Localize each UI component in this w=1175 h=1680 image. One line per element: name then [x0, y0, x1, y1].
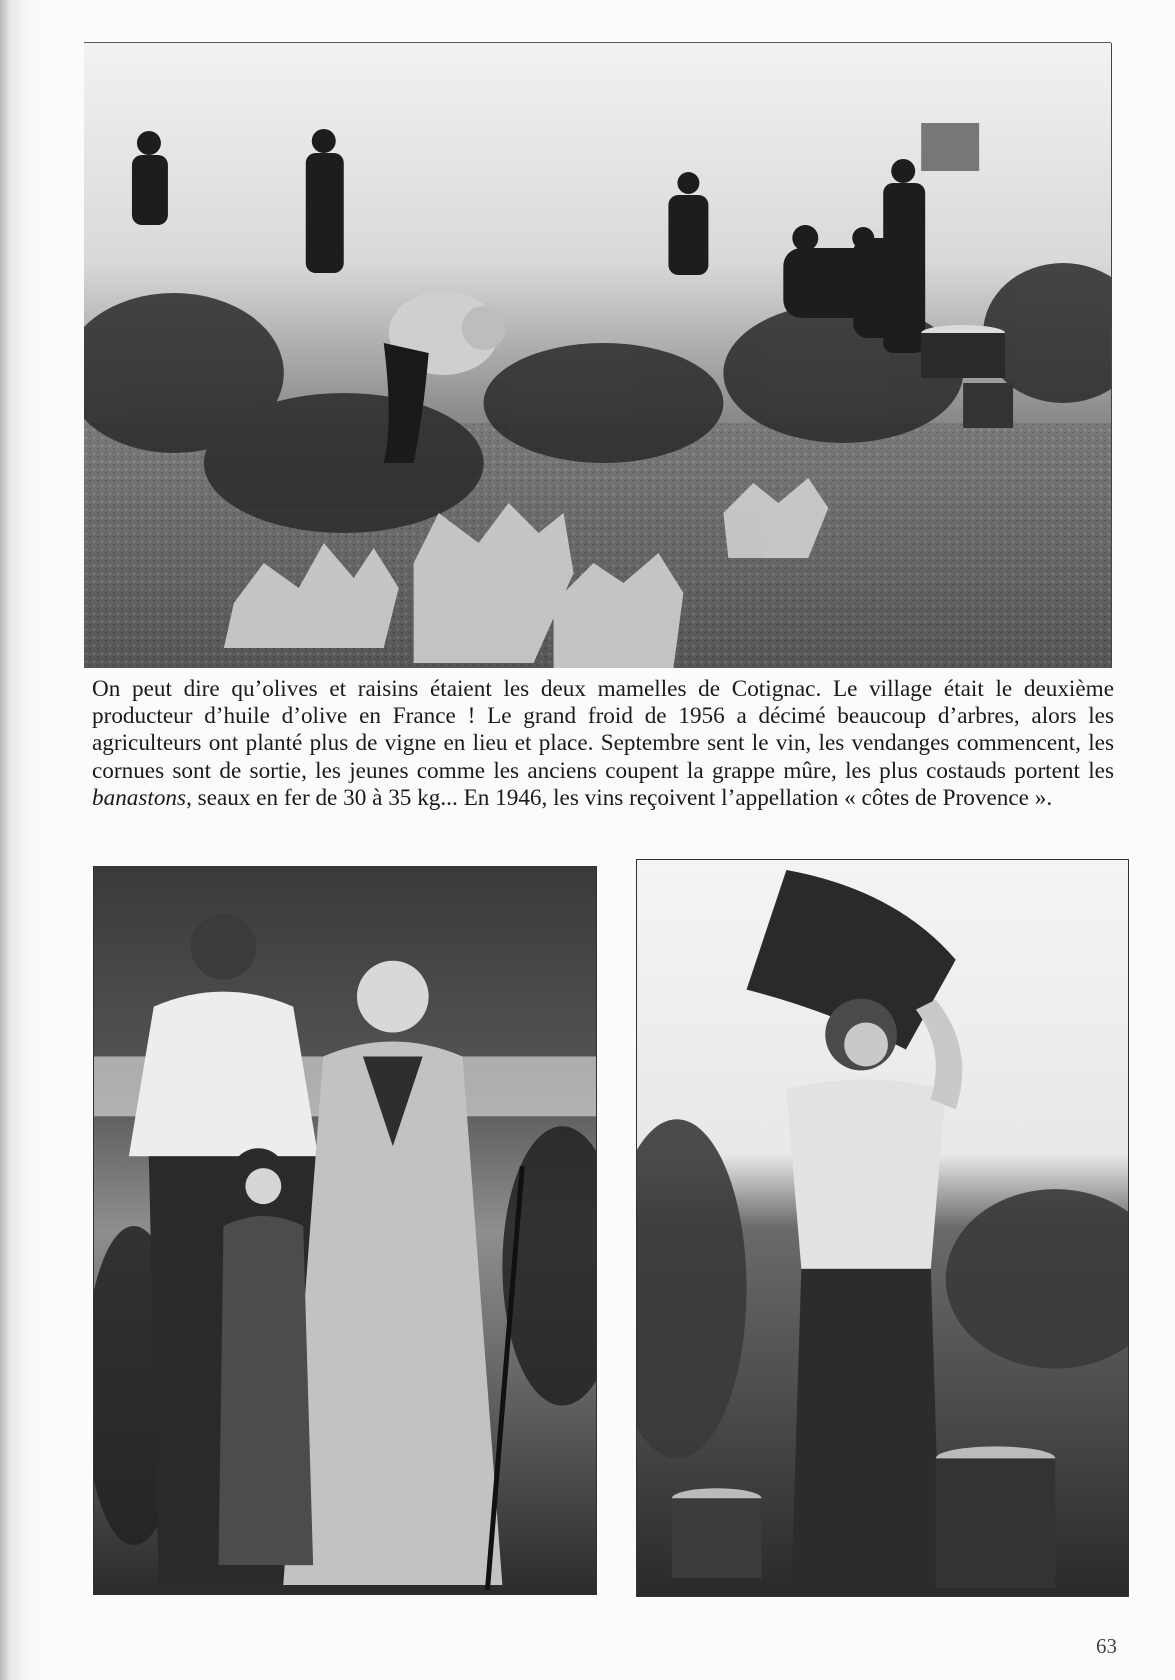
- harvest-photo-top: [84, 43, 1112, 668]
- porter-photo: [636, 859, 1129, 1597]
- caption-paragraph: [92, 676, 1114, 812]
- binding-shadow: [0, 0, 46, 1680]
- caption-text-end: , seaux en fer de 30 à 35 kg... En 1946, les vins reçoivent l’appellation « côtes de Provence ».: [186, 784, 1053, 811]
- caption-text-start: On peut dire qu’olives et raisins étaient les deux mamelles de Cotignac. Le village était le deuxième producteur d’huile d’olive en France ! Le grand froid de 1956 a décimé beaucoup d’arbres, alors les agriculteurs ont planté plus de vigne en lieu et place. Septembre sent le vin, les vendanges commencent, les cornues sont de sortie, les jeunes comme les anciens coupent la grappe mûre, les plus costauds portent les: [92, 676, 1114, 784]
- family-photo: [93, 866, 597, 1595]
- photo-caption: [92, 676, 1114, 812]
- page-number: 63: [1096, 1634, 1117, 1658]
- caption-italic-term: banastons: [92, 784, 187, 811]
